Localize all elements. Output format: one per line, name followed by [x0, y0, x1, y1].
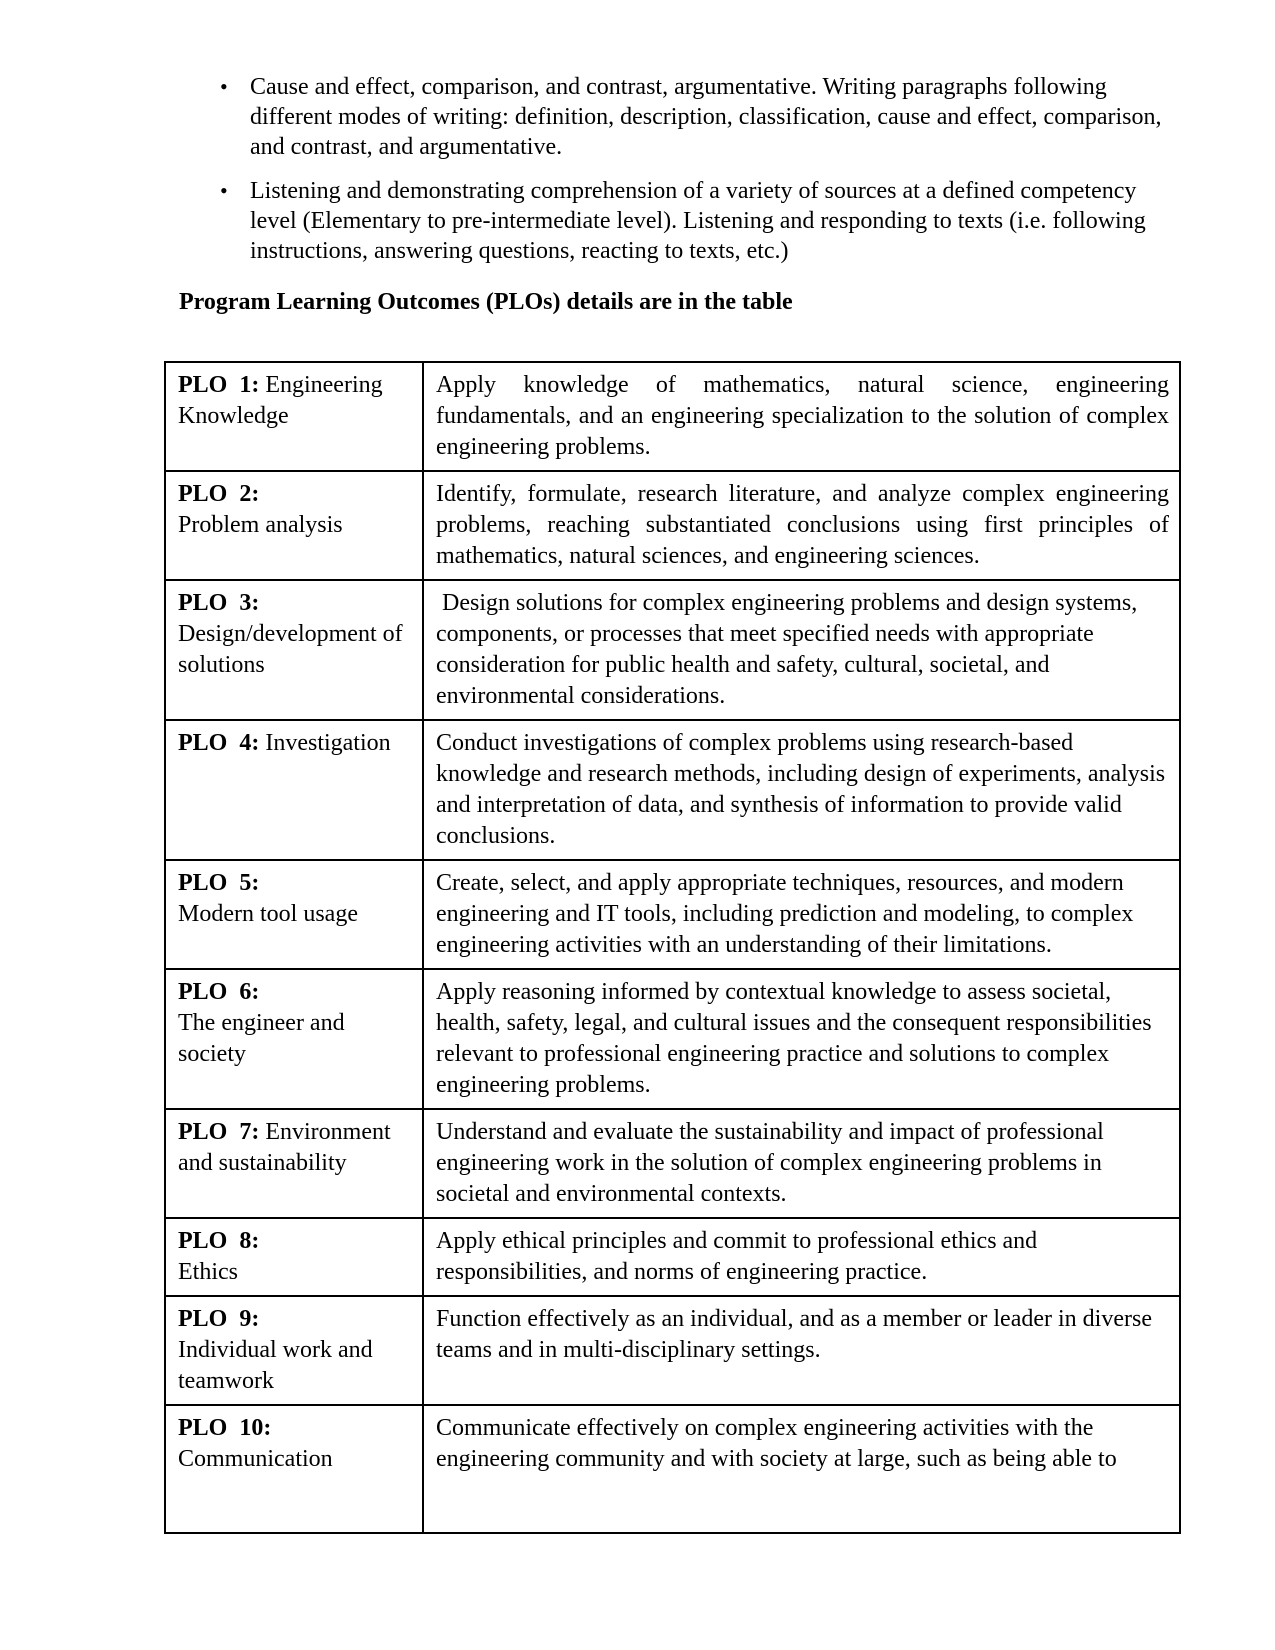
plo-title: Individual work and teamwork	[178, 1337, 373, 1394]
plo-description-cell: Communicate effectively on complex engineering activities with the engineering community and with society at large, such as being able to	[423, 1405, 1180, 1533]
plo-label-cell	[165, 969, 423, 1109]
plo-description-cell: Apply reasoning informed by contextual knowledge to assess societal, health, safety, legal, and cultural issues and the consequent responsibilities relevant to professional engineering practice and solutions to complex engineering problems.	[423, 969, 1180, 1109]
plo-label-cell	[165, 1296, 423, 1405]
plo-id: PLO 6:	[178, 979, 260, 1005]
table-row	[165, 580, 1180, 720]
plo-title: Ethics	[178, 1259, 238, 1285]
plo-label-cell	[165, 1218, 423, 1296]
table-row	[165, 720, 1180, 860]
bullet-text: Listening and demonstrating comprehension of a variety of sources at a defined competency level (Elementary to pre-intermediate level). Listening and responding to texts (i.e. following instructions, answering questions, reacting to texts, etc.)	[250, 178, 1146, 264]
plo-table-body	[165, 362, 1180, 1533]
bullet-list	[0, 0, 1275, 266]
plo-description-cell: Apply knowledge of mathematics, natural science, engineering fundamentals, and an engineering specialization to the solution of complex engineering problems.	[423, 362, 1180, 471]
plo-label-cell	[165, 580, 423, 720]
bullet-text: Cause and effect, comparison, and contrast, argumentative. Writing paragraphs following different modes of writing: definition, description, classification, cause and effect, comparison, and contrast, and argumentative.	[250, 74, 1162, 160]
plo-label-cell	[165, 1405, 423, 1533]
plo-label-cell	[165, 471, 423, 580]
plo-id: PLO 7:	[178, 1119, 260, 1145]
plo-id: PLO 8:	[178, 1228, 260, 1254]
bullet-icon: •	[220, 74, 228, 99]
plo-title: Environment and sustainability	[178, 1119, 391, 1176]
plo-description-cell: Apply ethical principles and commit to professional ethics and responsibilities, and norms of engineering practice.	[423, 1218, 1180, 1296]
plo-table	[164, 361, 1181, 1534]
plo-title: Problem analysis	[178, 512, 343, 538]
plo-label-cell	[165, 720, 423, 860]
table-row	[165, 860, 1180, 969]
list-item	[220, 72, 1168, 162]
plo-description-cell: Create, select, and apply appropriate techniques, resources, and modern engineering and IT tools, including prediction and modeling, to complex engineering activities with an understanding of their limitations.	[423, 860, 1180, 969]
plo-id: PLO 5:	[178, 870, 260, 896]
table-row	[165, 471, 1180, 580]
plo-title: Engineering Knowledge	[178, 372, 383, 429]
plo-id: PLO 1:	[178, 372, 260, 398]
bullet-icon: •	[220, 178, 228, 203]
table-row	[165, 1405, 1180, 1533]
plo-label-cell	[165, 860, 423, 969]
table-row	[165, 969, 1180, 1109]
plo-id: PLO 10:	[178, 1415, 272, 1441]
plo-description-cell: Identify, formulate, research literature, and analyze complex engineering problems, reaching substantiated conclusions using first principles of mathematics, natural sciences, and engineering sciences.	[423, 471, 1180, 580]
plo-id: PLO 2:	[178, 481, 260, 507]
table-row	[165, 1218, 1180, 1296]
list-item	[220, 176, 1168, 266]
plo-id: PLO 4:	[178, 730, 260, 756]
table-row	[165, 1296, 1180, 1405]
plo-id: PLO 3:	[178, 590, 260, 616]
plo-title: Modern tool usage	[178, 901, 358, 927]
plo-label-cell	[165, 362, 423, 471]
table-row	[165, 1109, 1180, 1218]
plo-id: PLO 9:	[178, 1306, 260, 1332]
plo-description-cell: Conduct investigations of complex problems using research-based knowledge and research methods, including design of experiments, analysis and interpretation of data, and synthesis of information to provide valid conclusions.	[423, 720, 1180, 860]
plo-label-cell	[165, 1109, 423, 1218]
table-row	[165, 362, 1180, 471]
plo-description-cell: Design solutions for complex engineering problems and design systems, components, or processes that meet specified needs with appropriate consideration for public health and safety, cultural, societal, and environmental considerations.	[423, 580, 1180, 720]
plo-title: Design/development of solutions	[178, 621, 403, 678]
plo-title: The engineer and society	[178, 1010, 345, 1067]
plo-title: Communication	[178, 1446, 333, 1472]
plo-description-cell: Understand and evaluate the sustainability and impact of professional engineering work in the solution of complex engineering problems in societal and environmental contexts.	[423, 1109, 1180, 1218]
page-title: Program Learning Outcomes (PLOs) details are in the table	[179, 289, 793, 315]
plo-description-cell: Function effectively as an individual, and as a member or leader in diverse teams and in multi-disciplinary settings.	[423, 1296, 1180, 1405]
plo-title: Investigation	[265, 730, 391, 756]
